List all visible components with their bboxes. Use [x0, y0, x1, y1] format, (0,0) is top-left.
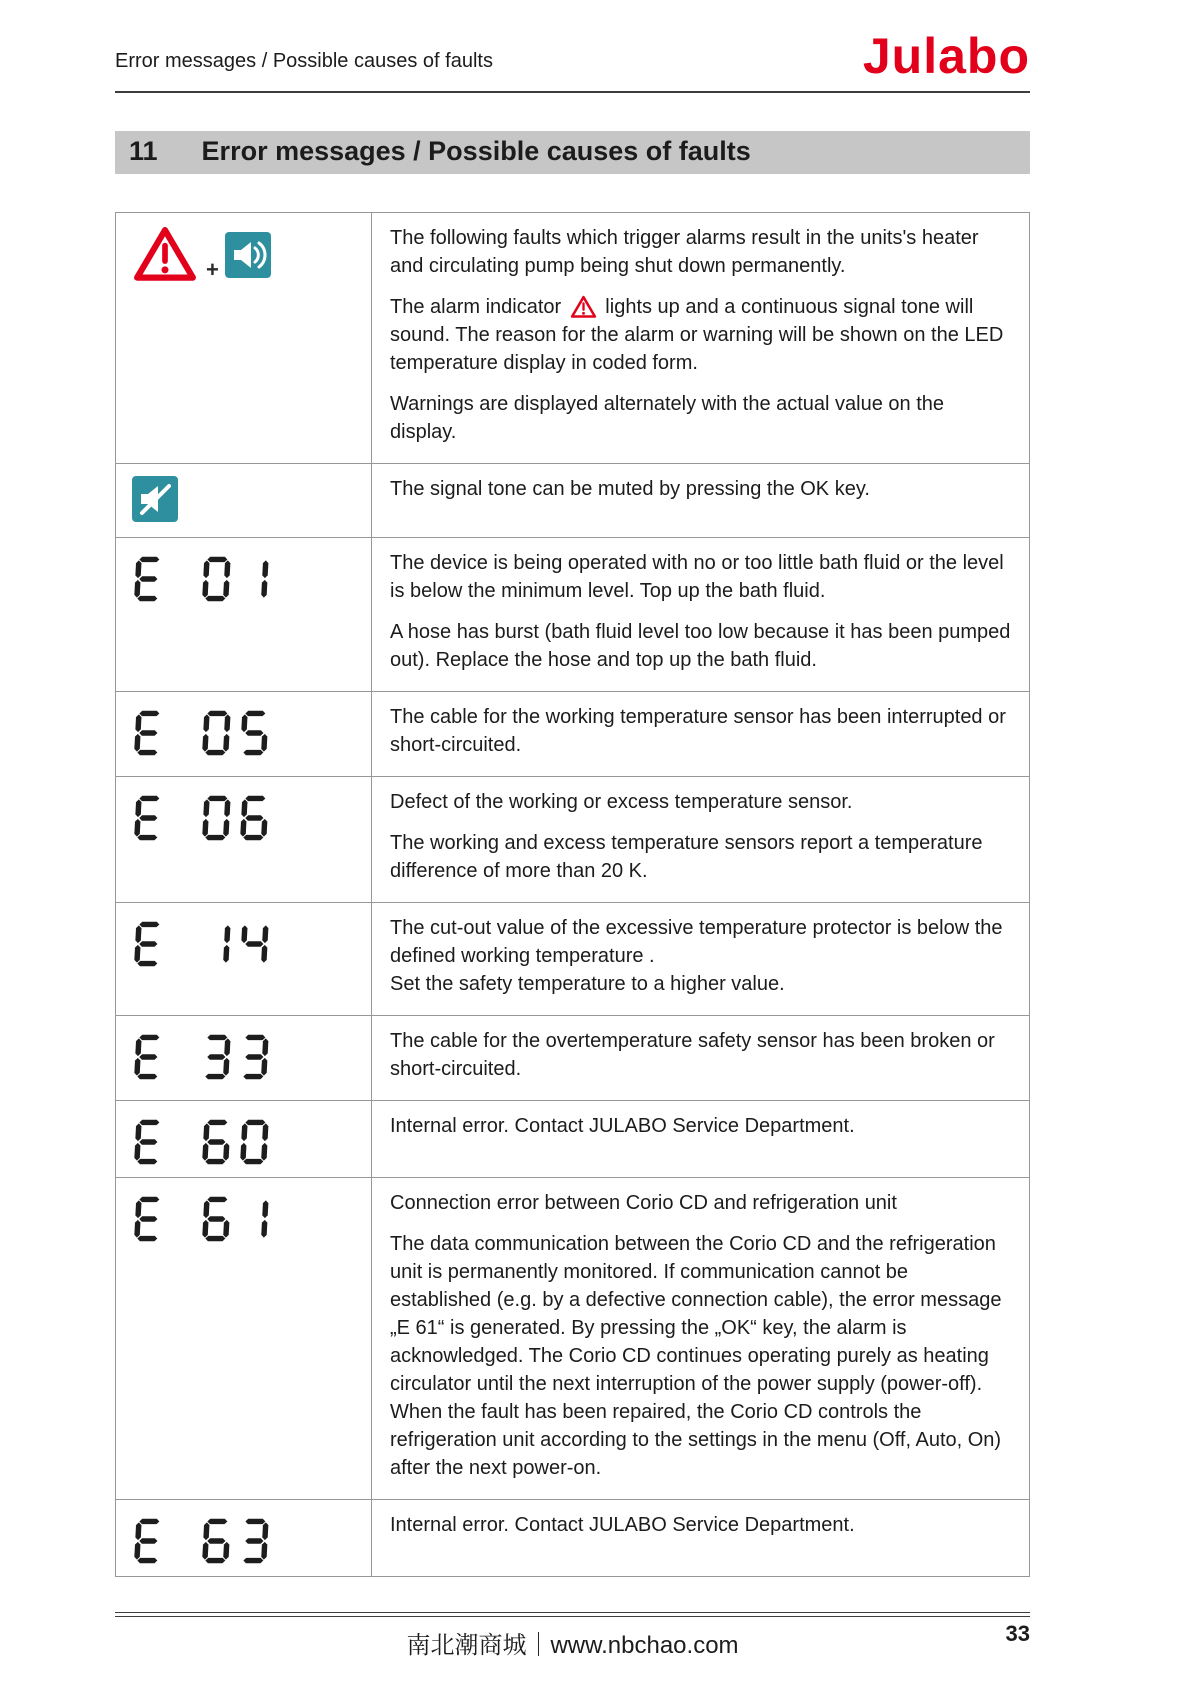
- segment-digit: [199, 1117, 232, 1167]
- row-symbol-cell: [116, 777, 372, 903]
- paragraph: The signal tone can be muted by pressing the OK key.: [390, 478, 870, 500]
- segment-digit: [199, 1194, 232, 1244]
- row-description-cell: [372, 213, 1030, 464]
- error-code-display: [132, 789, 361, 843]
- row-description-cell: [372, 464, 1030, 538]
- speaker-on-icon: [225, 232, 271, 278]
- segment-digit: [131, 793, 164, 843]
- alarm-icon-group: [132, 225, 361, 285]
- error-table: [115, 212, 1030, 1577]
- row-description-cell: [372, 1016, 1030, 1101]
- segment-digit: [131, 1194, 164, 1244]
- row-description-cell: [372, 1500, 1030, 1577]
- footer-row: [115, 1621, 1030, 1660]
- table-row: [116, 903, 1030, 1016]
- segment-digit: [237, 1194, 270, 1244]
- row-symbol-cell: [116, 1500, 372, 1577]
- paragraph: Internal error. Contact JULABO Service Department.: [390, 1514, 855, 1536]
- header-breadcrumb: Error messages / Possible causes of faults: [115, 50, 493, 72]
- segment-digit: [237, 1032, 270, 1082]
- table-row: [116, 213, 1030, 464]
- segment-digit: [199, 793, 232, 843]
- segment-digit: [199, 1032, 232, 1082]
- segment-digit: [237, 919, 270, 969]
- row-symbol-cell: [116, 903, 372, 1016]
- segment-digit: [199, 554, 232, 604]
- row-description-cell: [372, 692, 1030, 777]
- paragraph: The cable for the overtemperature safety sensor has been broken or short-circuited.: [390, 1030, 995, 1080]
- row-description-cell: [372, 538, 1030, 692]
- paragraph: The alarm indicator lights up and a continuous signal tone will sound. The reason for the alarm or warning will be shown on the LED temperature display in coded form.: [390, 296, 1004, 374]
- table-row: [116, 692, 1030, 777]
- paragraph: Warnings are displayed alternately with the actual value on the display.: [390, 393, 945, 443]
- table-row: [116, 1178, 1030, 1500]
- paragraph: Defect of the working or excess temperature sensor.: [390, 791, 853, 813]
- paragraph: The working and excess temperature sensors report a temperature difference of more than 20 K.: [390, 832, 983, 882]
- row-symbol-cell: [116, 1101, 372, 1178]
- section-number: 11: [129, 136, 158, 166]
- paragraph: The cut-out value of the excessive temperature protector is below the defined working temperature . Set the safety temperature to a higher value.: [390, 917, 1003, 995]
- row-description-cell: [372, 777, 1030, 903]
- table-row: [116, 1500, 1030, 1577]
- row-description-cell: [372, 903, 1030, 1016]
- row-description-cell: [372, 1178, 1030, 1500]
- row-symbol-cell: [116, 464, 372, 538]
- paragraph: Internal error. Contact JULABO Service Department.: [390, 1115, 855, 1137]
- table-row: [116, 538, 1030, 692]
- paragraph: The data communication between the Corio CD and the refrigeration unit is permanently monitored. If communication cannot be established (e.g. by a defective connection cable), the error message „E 61“ is generated. By pressing the „OK“ key, the alarm is acknowledged. The Corio CD continues operating purely as heating circulator until the next interruption of the power supply (power-off). When the fault has been repaired, the Corio CD controls the refrigeration unit according to the settings in the menu (Off, Auto, On) after the next power-on.: [390, 1233, 1002, 1479]
- segment-digit: [131, 1032, 164, 1082]
- plus-sign: +: [206, 256, 219, 282]
- error-code-display: [132, 704, 361, 758]
- section-title: Error messages / Possible causes of faults: [201, 136, 751, 166]
- segment-digit: [237, 708, 270, 758]
- segment-digit: [237, 554, 270, 604]
- segment-digit: [237, 793, 270, 843]
- error-code-display: [132, 1028, 361, 1082]
- segment-digit: [237, 1117, 270, 1167]
- footer-rule: [115, 1612, 1030, 1617]
- error-code-display: [132, 915, 361, 969]
- table-row: [116, 777, 1030, 903]
- table-row: [116, 1016, 1030, 1101]
- row-symbol-cell: [116, 692, 372, 777]
- footer-site-text: 南北潮商城｜www.nbchao.com: [406, 1632, 739, 1659]
- paragraph: A hose has burst (bath fluid level too low because it has been pumped out). Replace the hose and top up the bath fluid.: [390, 621, 1011, 671]
- row-symbol-cell: [116, 213, 372, 464]
- row-symbol-cell: [116, 1016, 372, 1101]
- page-header: [115, 28, 1030, 93]
- julabo-logo: Julabo: [862, 28, 1030, 84]
- page-number: 33: [1005, 1621, 1030, 1646]
- segment-digit: [131, 554, 164, 604]
- paragraph: The cable for the working temperature sensor has been interrupted or short-circuited.: [390, 706, 1006, 756]
- page-footer: [115, 1612, 1030, 1660]
- paragraph: The following faults which trigger alarms result in the units's heater and circulating pump being shut down permanently.: [390, 227, 979, 277]
- segment-digit: [199, 919, 232, 969]
- error-table-body: [116, 213, 1030, 1577]
- error-code-display: [132, 550, 361, 604]
- segment-digit: [131, 919, 164, 969]
- error-code-display: [132, 1190, 361, 1244]
- row-symbol-cell: [116, 1178, 372, 1500]
- segment-digit: [131, 1117, 164, 1167]
- segment-digit: [237, 1516, 270, 1566]
- table-row: [116, 1101, 1030, 1178]
- segment-digit: [199, 1516, 232, 1566]
- segment-digit: [199, 708, 232, 758]
- row-description-cell: [372, 1101, 1030, 1178]
- segment-digit: [131, 1516, 164, 1566]
- segment-digit: [131, 708, 164, 758]
- warning-triangle-icon: [132, 225, 198, 285]
- section-title-bar: [115, 131, 1030, 174]
- paragraph: The device is being operated with no or too little bath fluid or the level is below the minimum level. Top up the bath fluid.: [390, 552, 1004, 602]
- warning-triangle-icon: [570, 295, 597, 319]
- paragraph: Connection error between Corio CD and refrigeration unit: [390, 1192, 897, 1214]
- table-row: [116, 464, 1030, 538]
- row-symbol-cell: [116, 538, 372, 692]
- error-code-display: [132, 1113, 361, 1167]
- error-code-display: [132, 1512, 361, 1566]
- speaker-muted-icon: [132, 476, 178, 522]
